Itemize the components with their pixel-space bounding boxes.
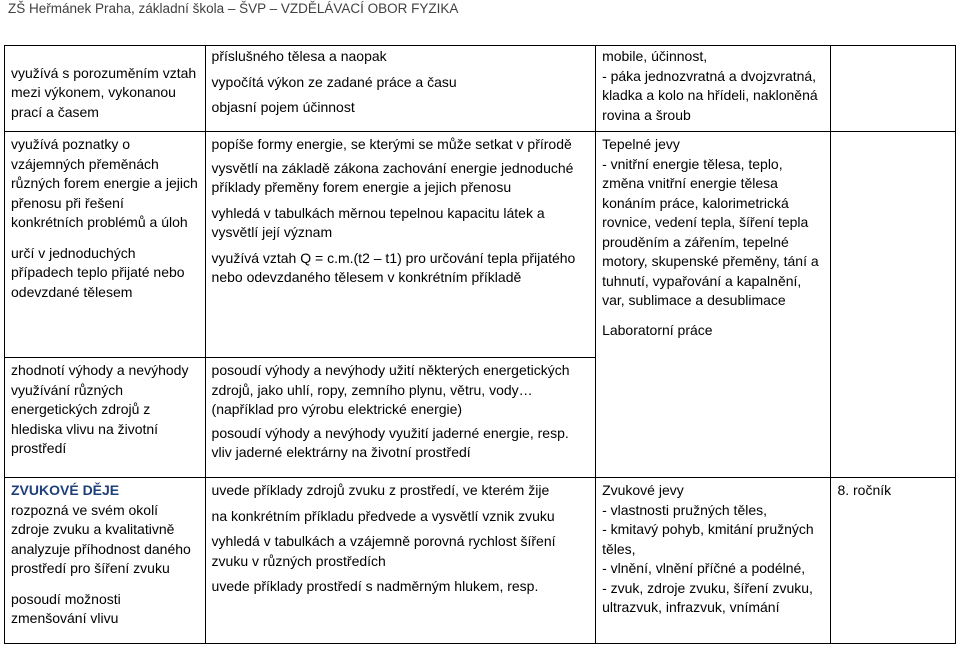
subject-cell (205, 132, 596, 358)
page-header: ZŠ Heřmánek Praha, základní škola – ŠVP – VZDĚLÁVACÍ OBOR FYZIKA (8, 1, 459, 16)
outcome-cell (5, 358, 206, 478)
grade-cell (831, 478, 956, 644)
outcome-cell (5, 132, 206, 358)
outcome-cell (5, 46, 206, 132)
grade-cell (831, 132, 956, 478)
subject-text: vyhledá v tabulkách měrnou tepelnou kapacitu látek a vysvětlí její význam (211, 204, 545, 240)
outcome-text: určí v jednoduchých případech teplo přijaté nebo odevzdané tělesem (11, 244, 185, 300)
section-heading: ZVUKOVÉ DĚJE (11, 482, 120, 498)
outcome-text: využívá poznatky o vzájemných přeměnách různých forem energie a jejich přenosu při řešení konkrétních problémů a úloh (11, 136, 198, 230)
content-text: mobile, účinnost, - páka jednozvratná a dvojzvratná, kladka a kolo na hřídeli, nakloněná rovina a šroub (602, 48, 818, 123)
subject-text: uvede příklady zdrojů zvuku z prostředí, ve kterém žije (211, 482, 550, 498)
subject-text: objasní pojem účinnost (211, 99, 355, 115)
content-cell (596, 46, 831, 132)
subject-text: posoudí výhody a nevýhody využití jaderné energie, resp. vliv jaderné elektrárny na životní prostředí (211, 424, 569, 460)
outcome-text: zhodnotí výhody a nevýhody využívání různých energetických zdrojů z hlediska vlivu na životní prostředí (11, 362, 189, 456)
subject-text: na konkrétním příkladu předvede a vysvětlí vznik zvuku (211, 507, 555, 524)
subject-text: uvede příklady prostředí s nadměrným hlukem, resp. (211, 578, 539, 594)
content-cell (596, 478, 831, 644)
subject-text: vyhledá v tabulkách a vzájemně porovná rychlost šíření zvuku v různých prostředích (211, 533, 556, 569)
outcome-cell (5, 478, 206, 644)
outcome-text: posoudí možnosti zmenšování vlivu (11, 590, 121, 626)
subject-text: využívá vztah Q = c.m.(t2 – t1) pro určování tepla přijatého nebo odevzdaného tělesem v konkrétním příkladě (211, 249, 576, 285)
content-text: Zvukové jevy - vlastnosti pružných těles, - kmitavý pohyb, kmitání pružných těles, - vlnění, vlnění příčné a podélné, - zvuk, zdroje zvuku, šíření zvuku, ultrazvuk, infrazvuk, vnímání (602, 482, 814, 615)
outcome-text: využívá s porozuměním vztah mezi výkonem, vykonanou prací a časem (11, 64, 197, 120)
table-row (5, 132, 956, 358)
subject-cell (205, 358, 596, 478)
subject-text: posoudí výhody a nevýhody užití některých energetických zdrojů, jako uhlí, ropy, zemního plynu, větru, vody… (například pro výrobu elektrické energie) (211, 362, 570, 417)
subject-cell (205, 478, 596, 644)
subject-text: popíše formy energie, se kterými se může setkat v přírodě (211, 136, 572, 152)
grade-label: 8. ročník (837, 482, 892, 498)
subject-text: vysvětlí na základě zákona zachování energie jednoduché příklady přeměny forem energie a jejich přenosu (211, 159, 574, 195)
table-row (5, 478, 956, 644)
table-row (5, 46, 956, 132)
content-cell (596, 132, 831, 478)
content-text: Laboratorní práce (602, 321, 713, 338)
grade-cell (831, 46, 956, 132)
subject-text: vypočítá výkon ze zadané práce a času (211, 73, 457, 90)
subject-text: příslušného tělesa a naopak (211, 48, 387, 64)
outcome-text: rozpozná ve svém okolí zdroje zvuku a kvalitativně analyzuje příhodnost daného prostředí pro šíření zvuku (11, 501, 191, 576)
content-text: Tepelné jevy - vnitřní energie tělesa, teplo, změna vnitřní energie tělesa konáním práce, kalorimetrická rovnice, vedení tepla, šíření tepla prouděním a zářením, tepelné motory, skupenské přeměny, tání a tuhnutí, vypařování a kapalnění, var, sublimace a desublimace (602, 136, 819, 308)
curriculum-table (4, 45, 956, 644)
subject-cell (205, 46, 596, 132)
